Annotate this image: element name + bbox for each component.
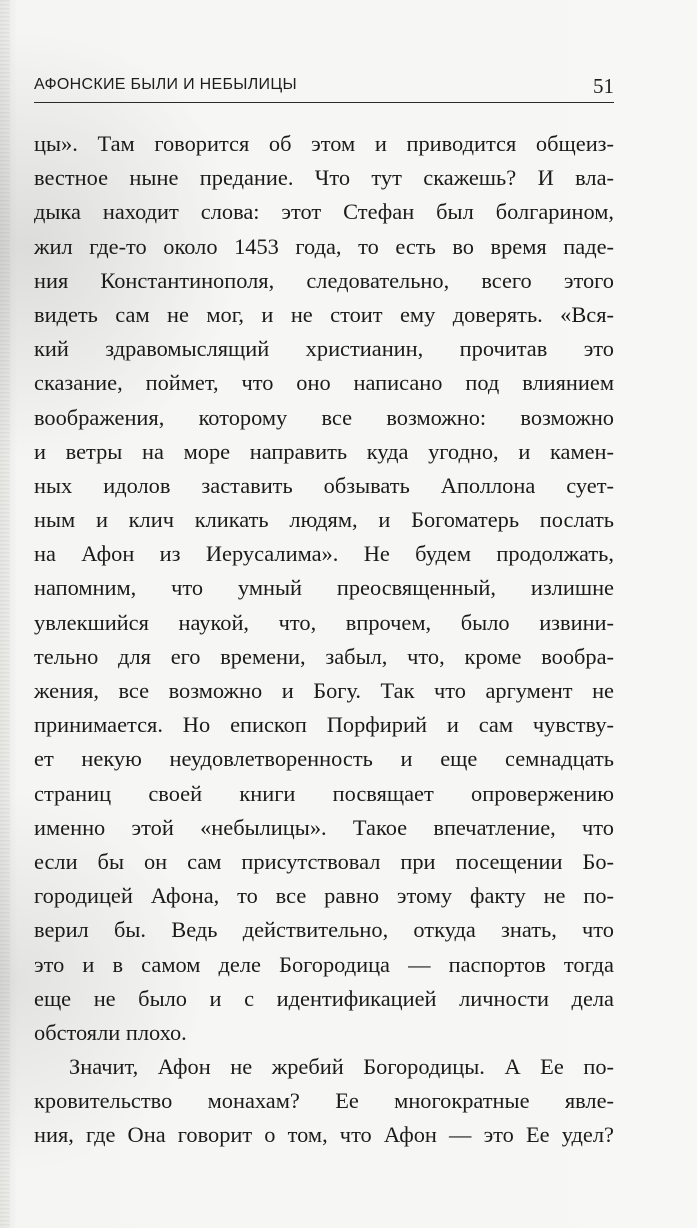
text-line-19: ет некую неудовлетворенность и еще семнадцать <box>34 746 614 772</box>
page-header <box>34 76 614 103</box>
text-line-29: кровительство монахам? Ее многократные явле- <box>34 1088 614 1114</box>
text-line-9: воображения, которому все возможно: возможно <box>34 404 614 430</box>
text-line-27: обстояли плохо. <box>34 1019 187 1045</box>
text-line-4: жил где-то около 1453 года, то есть во время паде- <box>34 233 614 259</box>
text-line-28: Значит, Афон не жребий Богородицы. А Ее по- <box>69 1054 614 1080</box>
text-line-15: увлекшийся наукой, что, впрочем, было извини- <box>34 609 614 635</box>
text-line-21: именно этой «небылицы». Такое впечатление, что <box>34 814 614 840</box>
text-line-8: сказание, поймет, что оно написано под влиянием <box>34 370 614 396</box>
text-line-13: на Афон из Иерусалима». Не будем продолжать, <box>34 541 614 567</box>
text-line-16: тельно для его времени, забыл, что, кроме вообра- <box>34 643 614 669</box>
text-line-25: это и в самом деле Богородица — паспортов тогда <box>34 951 614 977</box>
page-number: 51 <box>593 74 614 98</box>
text-line-12: ным и клич кликать людям, и Богоматерь послать <box>34 507 614 533</box>
text-line-24: верил бы. Ведь действительно, откуда знать, что <box>34 917 614 943</box>
text-line-5: ния Константинополя, следовательно, всего этого <box>34 267 614 293</box>
text-line-1: цы». Там говорится об этом и приводится общеиз- <box>34 131 614 156</box>
text-line-10: и ветры на море направить куда угодно, и камен- <box>34 438 614 464</box>
text-line-2: вестное ныне предание. Что тут скажешь? И вла- <box>34 165 614 191</box>
text-line-23: городицей Афона, то все равно этому факту не по- <box>34 883 614 909</box>
text-line-11: ных идолов заставить обзывать Аполлона сует- <box>34 472 614 498</box>
text-line-7: кий здравомыслящий христианин, прочитав это <box>34 336 614 362</box>
text-line-17: жения, все возможно и Богу. Так что аргумент не <box>34 678 614 703</box>
text-line-18: принимается. Но епископ Порфирий и сам чувству- <box>34 712 614 738</box>
page-edge-shadow <box>0 0 10 1228</box>
text-line-20: страниц своей книги посвящает опровержению <box>34 780 614 806</box>
text-line-30: ния, где Она говорит о том, что Афон — это Ее удел? <box>34 1122 614 1148</box>
text-line-26: еще не было и с идентификацией личности дела <box>34 985 614 1011</box>
text-line-22: если бы он сам присутствовал при посещении Бо- <box>34 848 614 874</box>
body-text <box>34 127 614 1153</box>
text-line-3: дыка находит слова: этот Стефан был болгарином, <box>34 199 614 225</box>
running-head: АФОНСКИЕ БЫЛИ И НЕБЫЛИЦЫ <box>34 76 297 93</box>
text-line-6: видеть сам не мог, и не стоит ему доверять. «Вся- <box>34 301 614 327</box>
text-line-14: напомним, что умный преосвященный, излишне <box>34 575 614 601</box>
